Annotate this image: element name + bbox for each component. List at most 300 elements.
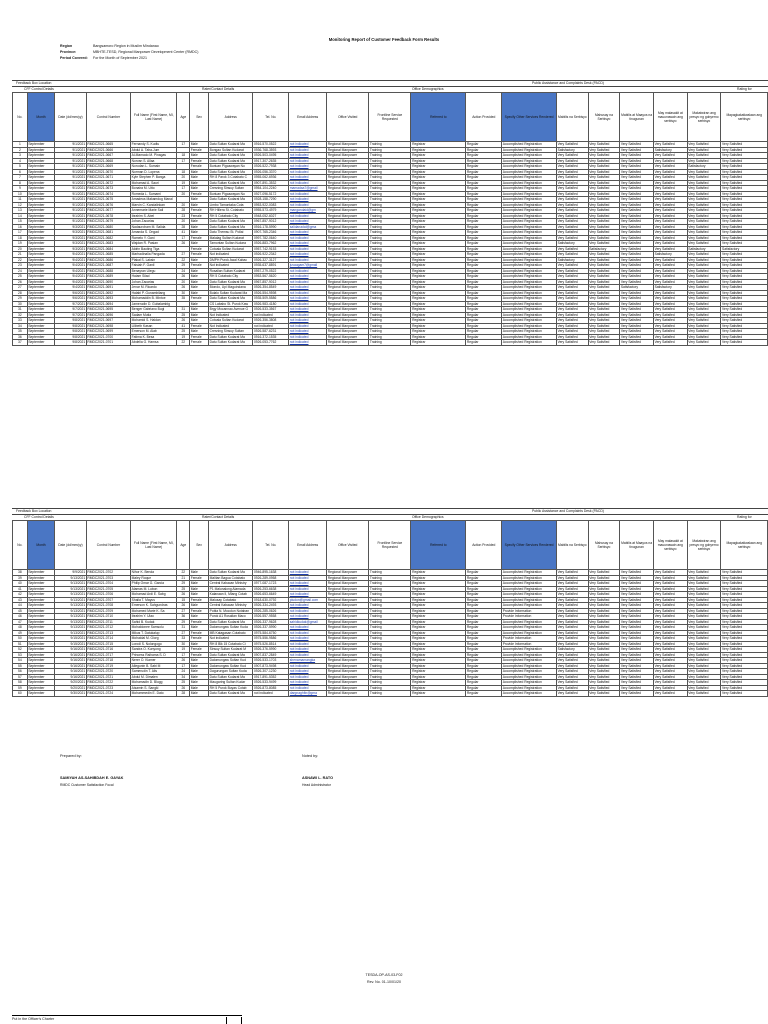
table-cell: Very Satisfied [687,296,721,302]
table-cell: 9/13/2021 [55,597,87,603]
table-cell[interactable]: not indicated [289,641,327,647]
table-cell: Philip Omar G. Garcia [131,581,177,587]
table-cell: Training [369,230,411,236]
table-cell: Training [369,334,411,340]
table-cell: 9/13/2021 [55,581,87,587]
table-cell[interactable]: not indicated [289,680,327,686]
table-cell[interactable]: not indicated [289,274,327,280]
table-cell: Training [369,186,411,192]
table-cell: 0926-354-8549 [253,285,289,291]
table-cell[interactable]: not indicated [289,175,327,181]
table-cell: 9/15/2021 [55,641,87,647]
table-cell: Accomplished Registration [502,213,557,219]
table-cell[interactable]: pludon@gmail.com [289,597,327,603]
table-cell: Very Satisfied [653,142,687,148]
table-cell: Registrar [411,614,466,620]
table-cell: Mohammedin E. Dato [131,691,177,697]
table-cell[interactable]: not indicated [289,575,327,581]
table-cell: Very Satisfied [721,296,768,302]
table-cell: Training [369,603,411,609]
table-cell: Regional Manpower [327,652,369,658]
table-cell[interactable]: not indicated [289,570,327,576]
table-cell: Very Satisfied [687,142,721,148]
table-cell: 0916-570-0522 [253,142,289,148]
table-cell: Regional Manpower [327,614,369,620]
table-cell[interactable]: not indicated [289,636,327,642]
table-cell: September [27,570,54,576]
table-cell: 27 [13,285,28,291]
table-cell[interactable]: not indicated [289,685,327,691]
table-cell: Female [190,246,209,252]
table-cell: Male [190,301,209,307]
table-cell: 0957-279-0522 [253,268,289,274]
table-cell: Regional Manpower [327,224,369,230]
table-cell[interactable]: sahidkudak@gmail [289,619,327,625]
table-cell: Satisfactory [687,164,721,170]
table-cell[interactable]: not indicated [289,197,327,203]
table-cell: Registrar [411,186,466,192]
table-cell[interactable]: not indicated [289,674,327,680]
table-cell: RMDC2021-0678 [86,213,130,219]
table-cell: Regular [466,246,502,252]
table-cell: Male [190,603,209,609]
table-cell: 30 [177,290,190,296]
table-cell: Very Satisfied [721,312,768,318]
table-cell: Training [369,268,411,274]
table-cell: Training [369,592,411,598]
table-cell: Kyle Stephen P. Banga [131,175,177,181]
table-cell[interactable]: not indicated [289,608,327,614]
table-cell: RMDC2021-0698 [86,323,130,329]
table-cell: Mohaidal M. Giorg [131,636,177,642]
table-cell: Female [190,164,209,170]
table-cell: Very Satisfied [620,586,654,592]
table-cell: Very Satisfied [588,691,620,697]
table-cell: Al-Mamado M. Pinagas [131,153,177,159]
table-cell: Male [190,290,209,296]
table-cell: Regional Manpower [327,219,369,225]
band-label: CFF Control Details [24,87,54,91]
table-cell: Regular [466,279,502,285]
table-cell: Very Satisfied [653,301,687,307]
table-cell: 19 [177,334,190,340]
table-cell: Registrar [411,323,466,329]
table-cell: 15 [13,219,28,225]
table-cell: RMDC2021-0675 [86,197,130,203]
band-label: Public Assistance and Complaints Desk (PACD) [532,509,604,513]
table-cell: September [27,636,54,642]
table-cell: September [27,252,54,258]
table-cell: 11 [13,197,28,203]
table-row [13,340,768,346]
table-cell: Training [369,219,411,225]
table-cell: Training [369,641,411,647]
column-header: Specify Other Services Rendered [502,93,557,142]
table-cell[interactable]: not indicated [289,340,327,346]
table-cell[interactable]: not indicated [289,301,327,307]
table-cell: Regional Manpower [327,142,369,148]
table-cell: Shaila T. Mayus [131,597,177,603]
table-cell: Very Satisfied [620,674,654,680]
table-cell: 20 [13,246,28,252]
table-cell: Very Satisfied [721,575,768,581]
table-cell: 57 [13,674,28,680]
table-cell: Regional Manpower [327,663,369,669]
table-cell: Very Satisfied [687,175,721,181]
table-cell: 0967-857-9012 [253,219,289,225]
table-cell: Very Satisfied [653,191,687,197]
table-cell: Accomplished Registration [502,674,557,680]
table-cell: 0926-983-4180 [253,301,289,307]
band-label: CFF Control Details [24,515,54,519]
table-cell[interactable]: not indicated [289,586,327,592]
table-cell: Regular [466,329,502,335]
table-cell: Very Satisfied [556,197,588,203]
table-cell: Very Satisfied [620,153,654,159]
table-cell[interactable]: mangandaid@gm [289,208,327,214]
table-cell: 0955-062-6936 [253,175,289,181]
table-cell: Accomplished Registration [502,263,557,269]
table-cell: Very Satisfied [620,279,654,285]
table-cell: 22 [177,257,190,263]
table-cell: Regular [466,241,502,247]
table-cell[interactable]: not indicated [289,652,327,658]
table-cell: 54 [13,658,28,664]
table-cell: Abdelia G. Hamsa [131,340,177,346]
footer-divider [226,1017,227,1024]
table-cell[interactable]: not indicated [289,334,327,340]
table-cell: RMDC2021-0712 [86,625,130,631]
table-cell: Male [190,592,209,598]
table-cell[interactable]: not indicated [289,312,327,318]
table-cell: Regional Manpower [327,274,369,280]
table-cell: September [27,263,54,269]
table-cell: Emerson K. Sahgundras [131,603,177,609]
table-cell: 25 [177,329,190,335]
table-cell[interactable]: not indicated [289,323,327,329]
table-cell[interactable]: not indicated [289,230,327,236]
table-cell: Training [369,252,411,258]
table-cell[interactable]: not indicated [289,191,327,197]
table-cell: Very Satisfied [721,213,768,219]
table-cell[interactable]: not indicated [289,246,327,252]
table-cell: Female [190,213,209,219]
table-cell: 9/6/2021 [55,290,87,296]
table-cell[interactable]: shenamamangka [289,658,327,664]
table-cell: Amadeus Makamdug Manal [131,197,177,203]
table-cell: Very Satisfied [653,592,687,598]
table-cell: Accomplished Registration [502,257,557,263]
table-cell: 9/20/2021 [55,680,87,686]
table-cell: 0926-533-3567 [253,307,289,313]
band-label: Feedback Box Location [16,509,52,513]
table-cell[interactable]: not indicated [289,219,327,225]
table-cell: Accomplished Registration [502,581,557,587]
column-header: Month [27,521,54,570]
table-cell: Accomplished Registration [502,570,557,576]
table-cell[interactable]: juvaugam7@gmail [289,263,327,269]
table-cell: Regular [466,575,502,581]
column-header: Mahusay na Serbisyo [588,521,620,570]
column-header: Referred to [411,521,466,570]
table-cell[interactable]: not indicated [289,285,327,291]
table-cell: Registrar [411,301,466,307]
table-cell: 25 [13,274,28,280]
table-cell: RMDC2021-0701 [86,340,130,346]
table-cell: Very Satisfied [620,658,654,664]
table-cell: Lilibeth Kasan [131,323,177,329]
table-cell: RMDC2021-0718 [86,658,130,664]
table-cell: 0926-653-6649 [253,592,289,598]
table-cell: Very Satisfied [721,652,768,658]
table-cell: 22 [13,257,28,263]
table-cell: 26 [177,658,190,664]
table-cell: Mohamed Marie K. Sa [131,608,177,614]
table-cell: Very Satisfied [556,586,588,592]
table-cell: RMDC2021-0668 [86,158,130,164]
table-cell[interactable]: not indicated [289,630,327,636]
table-cell: 9/3/2021 [55,235,87,241]
table-cell: 9/3/2021 [55,224,87,230]
table-cell[interactable]: not indicated [289,235,327,241]
table-cell: September [27,213,54,219]
table-cell[interactable]: not indicated [289,202,327,208]
table-cell[interactable]: not indicated [289,296,327,302]
table-cell: Very Satisfied [620,318,654,324]
table-cell: 27 [177,252,190,258]
table-cell: 51 [13,641,28,647]
table-cell: 9/8/2021 [55,329,87,335]
table-cell: September [27,685,54,691]
table-cell: 9/16/2021 [55,663,87,669]
table-cell: 36 [177,614,190,620]
table-cell: Very Satisfied [653,268,687,274]
table-cell: Mohamid S. Haldan [131,318,177,324]
table-cell: Very Satisfied [588,186,620,192]
table-cell: 0927-096-5172 [253,191,289,197]
table-cell[interactable]: not indicated [289,603,327,609]
table-cell[interactable]: not indicated [289,213,327,219]
table-cell[interactable]: not indicated [289,307,327,313]
table-cell: Very Satisfied [556,153,588,159]
column-header: Full Name (First Name, MI, Last Name) [131,93,177,142]
table-cell: 21 [177,575,190,581]
table-cell: Male [190,142,209,148]
table-cell: Regional Manpower [327,208,369,214]
table-cell: 9/13/2021 [55,619,87,625]
table-cell: Accomplished Registration [502,685,557,691]
table-cell: Training [369,153,411,159]
table-cell: Training [369,614,411,620]
table-cell: Regional Manpower [327,592,369,598]
table-cell: Very Satisfied [588,158,620,164]
table-cell: 56 [13,669,28,675]
table-cell: Training [369,142,411,148]
table-cell: 23 [13,263,28,269]
table-cell: 25 [177,312,190,318]
table-cell: Very Satisfied [687,241,721,247]
table-cell: Regional Manpower [327,158,369,164]
table-cell: Very Satisfied [556,252,588,258]
table-cell[interactable]: dargnaghfin@gma [289,691,327,697]
table-cell[interactable]: not indicated [289,663,327,669]
table-cell: Very Satisfied [721,274,768,280]
table-cell: Buriuan Pigcawayan No [209,191,253,197]
table-cell: 9/1/2021 [55,202,87,208]
table-cell[interactable]: not indicated [289,241,327,247]
table-cell: 9/8/2021 [55,334,87,340]
table-cell[interactable]: not indicated [289,169,327,175]
table-cell: 48 [13,625,28,631]
table-cell: September [27,230,54,236]
table-cell: Very Satisfied [653,575,687,581]
column-header: No. [13,521,28,570]
column-header: Control Number [86,521,130,570]
table-cell: Very Satisfied [721,268,768,274]
table-cell: Very Satisfied [620,652,654,658]
table-cell: Regular [466,263,502,269]
table-cell: 5 [13,164,28,170]
table-cell: Training [369,647,411,653]
table-cell[interactable]: not indicated [289,290,327,296]
table-cell: Very Satisfied [653,674,687,680]
table-cell: 13 [13,208,28,214]
table-cell: Male [190,180,209,186]
table-cell: 26 [177,241,190,247]
table-cell: Very Satisfied [653,213,687,219]
table-cell: Mikus T. Datukalup [131,630,177,636]
table-cell: 22 [177,570,190,576]
table-cell: Satisfactory [653,252,687,258]
table-cell: Very Satisfied [653,274,687,280]
table-cell[interactable]: mamadaa7@gmail [289,186,327,192]
table-cell: Male [190,307,209,313]
table-cell: Registrar [411,175,466,181]
table-cell: Very Satisfied [588,625,620,631]
table-cell[interactable]: not indicated [289,625,327,631]
table-cell: 34 [13,323,28,329]
table-cell: 9/8/2021 [55,340,87,346]
table-cell[interactable]: not indicated [289,153,327,159]
table-cell: Sinsuy Sultan Kudarat M [209,647,253,653]
table-cell: Very Satisfied [687,680,721,686]
table-cell[interactable]: not indicated [289,592,327,598]
table-cell: Very Satisfied [653,652,687,658]
table-cell: Very Satisfied [588,268,620,274]
table-cell: Accomplished Registration [502,586,557,592]
table-cell: Training [369,586,411,592]
table-cell: Very Satisfied [620,680,654,686]
table-cell: Very Satisfied [687,153,721,159]
table-cell: Regional Manpower [327,674,369,680]
table-cell: Training [369,663,411,669]
table-cell[interactable]: not indicated [289,158,327,164]
table-cell[interactable]: not indicated [289,614,327,620]
table-cell[interactable]: salidanadal@gma [289,224,327,230]
table-cell: 19 [177,180,190,186]
table-cell[interactable]: not indicated [289,164,327,170]
table-cell: Accomplished Registration [502,340,557,346]
table-cell: Very Satisfied [721,158,768,164]
table-cell[interactable]: not indicated [289,180,327,186]
table-cell: Very Satisfied [620,329,654,335]
table-cell: Very Satisfied [653,619,687,625]
table-cell: RMDC2021-0710 [86,614,130,620]
table-cell: Male [190,285,209,291]
table-cell: Accomplished Registration [502,142,557,148]
table-cell: Very Satisfied [620,213,654,219]
table-cell: Very Satisfied [620,614,654,620]
table-cell[interactable]: not indicated [289,252,327,258]
table-cell: Very Satisfied [556,180,588,186]
column-header: Date (dd/mm/yy) [55,521,87,570]
table-cell: Satisfactory [556,257,588,263]
table-cell: Male [190,641,209,647]
table-cell: Training [369,191,411,197]
table-cell: Training [369,180,411,186]
table-cell: Bulalo Sultan Kudarat Ma [209,290,253,296]
table-cell: 0926-285-0626 [253,608,289,614]
table-cell: Very Satisfied [620,296,654,302]
table-cell: Not indicated [209,263,253,269]
table-cell: 18 [177,153,190,159]
table-cell[interactable]: not indicated [289,142,327,148]
table-cell: 33 [13,318,28,324]
table-cell[interactable]: not indicated [289,647,327,653]
table-cell: Accomplished Registration [502,279,557,285]
table-cell: Central Kabacan Ministry [209,603,253,609]
table-cell[interactable]: not indicated [289,257,327,263]
table-cell[interactable]: not indicated [289,279,327,285]
table-cell: 47 [13,619,28,625]
table-cell: Regular [466,586,502,592]
table-cell: 29 [13,296,28,302]
table-cell[interactable]: not indicated [289,581,327,587]
table-cell: Very Satisfied [721,279,768,285]
table-cell: Very Satisfied [653,581,687,587]
table-cell: Very Satisfied [721,219,768,225]
table-cell: Not indicated [209,252,253,258]
table-cell: Very Satisfied [620,625,654,631]
table-cell: Regular [466,674,502,680]
table-cell: Very Satisfied [620,268,654,274]
table-cell: Registrar [411,597,466,603]
table-cell[interactable]: not indicated [289,268,327,274]
table-cell[interactable]: not indicated [289,318,327,324]
table-cell: Registrar [411,208,466,214]
table-cell: Very Satisfied [721,307,768,313]
table-cell[interactable]: not indicated [289,329,327,335]
table-cell: Very Satisfied [687,285,721,291]
table-cell: Registrar [411,630,466,636]
table-cell: Very Satisfied [687,663,721,669]
table-cell: Very Satisfied [653,636,687,642]
table-cell: 0926-356-3808 [253,318,289,324]
column-header: May malasakit at mauunawain ang serbisyo [653,521,687,570]
table-cell: Very Satisfied [653,658,687,664]
table-cell: September [27,186,54,192]
table-cell: 0948-052-6027 [253,213,289,219]
table-cell: 9 [13,186,28,192]
table-cell: September [27,597,54,603]
table-cell: Regular [466,153,502,159]
table-cell[interactable]: not indicated [289,669,327,675]
table-cell: Very Satisfied [721,597,768,603]
table-cell: Registrar [411,334,466,340]
table-cell[interactable]: not indicated [289,147,327,153]
table-cell: Very Satisfied [687,224,721,230]
table-cell: Regular [466,647,502,653]
